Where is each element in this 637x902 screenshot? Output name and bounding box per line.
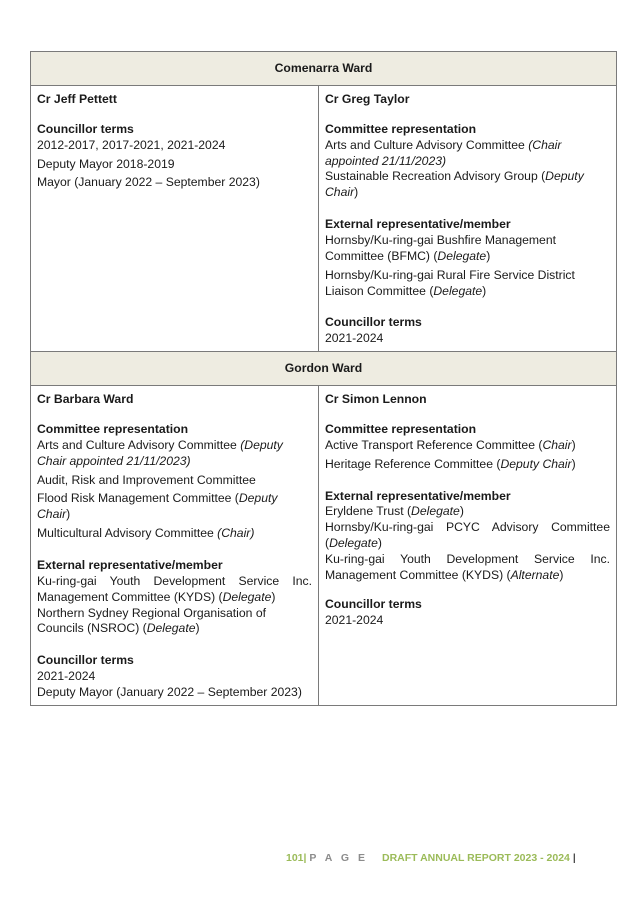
councillor-cell <box>319 86 617 352</box>
page-word: P A G E <box>309 852 368 864</box>
committee-entry: Multicultural Advisory Committee (Chair) <box>37 526 255 541</box>
term-entry: 2012-2017, 2017-2021, 2021-2024 <box>37 137 226 152</box>
committee-entry: Arts and Culture Advisory Committee (Deputy Chair appointed 21/11/2023) <box>37 437 283 468</box>
committee-entry: Flood Risk Management Committee (Deputy Chair) <box>37 491 278 522</box>
external-entry: Northern Sydney Regional Organisation of Councils (NSROC) (Delegate) <box>37 605 266 636</box>
committee-entry: Audit, Risk and Improvement Committee <box>37 472 256 487</box>
committee-entry: Arts and Culture Advisory Committee (Chair appointed 21/11/2023) <box>325 137 562 168</box>
external-entry: Ku-ring-gai Youth Development Service Inc. Management Committee (KYDS) (Alternate) <box>325 552 610 582</box>
term-entry: 2021-2024 <box>325 331 384 346</box>
section-title-committee: Committee representation <box>325 121 477 136</box>
report-title: DRAFT ANNUAL REPORT 2023 - 2024 | <box>382 852 576 864</box>
term-entry: 2021-2024 <box>325 612 384 627</box>
councillor-cell <box>31 386 319 706</box>
section-title-external: External representative/member <box>325 217 511 232</box>
ward-header-row <box>31 352 617 386</box>
councillor-cell <box>319 386 617 706</box>
section-title-terms: Councillor terms <box>37 121 134 136</box>
external-entry: Hornsby/Ku-ring-gai PCYC Advisory Committee (Delegate) <box>325 520 610 551</box>
committee-entry: Sustainable Recreation Advisory Group (Deputy Chair) <box>325 169 584 200</box>
page-separator: | <box>303 852 307 864</box>
section-title-external: External representative/member <box>37 558 223 573</box>
term-entry: Deputy Mayor 2018-2019 <box>37 156 175 171</box>
councillor-cell <box>31 86 319 352</box>
external-entry: Hornsby/Ku-ring-gai Bushfire Management Committee (BFMC) (Delegate) <box>325 233 556 263</box>
councillor-name: Cr Greg Taylor <box>325 92 410 106</box>
external-entry: Ku-ring-gai Youth Development Service Inc. Management Committee (KYDS) (Delegate) <box>37 573 312 604</box>
report-trailing-bar: | <box>572 852 576 864</box>
term-entry: Mayor (January 2022 – September 2023) <box>37 175 260 190</box>
councillor-name: Cr Jeff Pettett <box>37 92 117 106</box>
page-number-label <box>286 852 368 866</box>
section-title-committee: Committee representation <box>37 422 189 437</box>
section-title-external: External representative/member <box>325 488 511 503</box>
term-entry: Deputy Mayor (January 2022 – September 2023) <box>37 685 302 700</box>
committee-entry: Heritage Reference Committee (Deputy Chair) <box>325 456 576 471</box>
section-title-terms: Councillor terms <box>37 653 134 668</box>
term-entry: 2021-2024 <box>37 669 96 684</box>
external-entry: Hornsby/Ku-ring-gai Rural Fire Service District Liaison Committee (Delegate) <box>325 267 575 298</box>
section-title-terms: Councillor terms <box>325 596 422 611</box>
councillor-name: Cr Simon Lennon <box>325 392 427 407</box>
ward-title: Gordon Ward <box>31 352 617 386</box>
ward-title: Comenarra Ward <box>31 52 617 86</box>
committee-entry: Active Transport Reference Committee (Chair) <box>325 437 576 452</box>
ward-councillor-row <box>31 86 617 352</box>
councillor-table <box>30 51 617 706</box>
section-title-committee: Committee representation <box>325 422 477 437</box>
councillor-name: Cr Barbara Ward <box>37 392 134 407</box>
section-title-terms: Councillor terms <box>325 315 422 330</box>
external-entry: Eryldene Trust (Delegate) <box>325 504 464 519</box>
page-footer <box>0 852 637 866</box>
page-number: 101 <box>286 852 304 864</box>
ward-header-row <box>31 52 617 86</box>
ward-councillor-row <box>31 386 617 706</box>
